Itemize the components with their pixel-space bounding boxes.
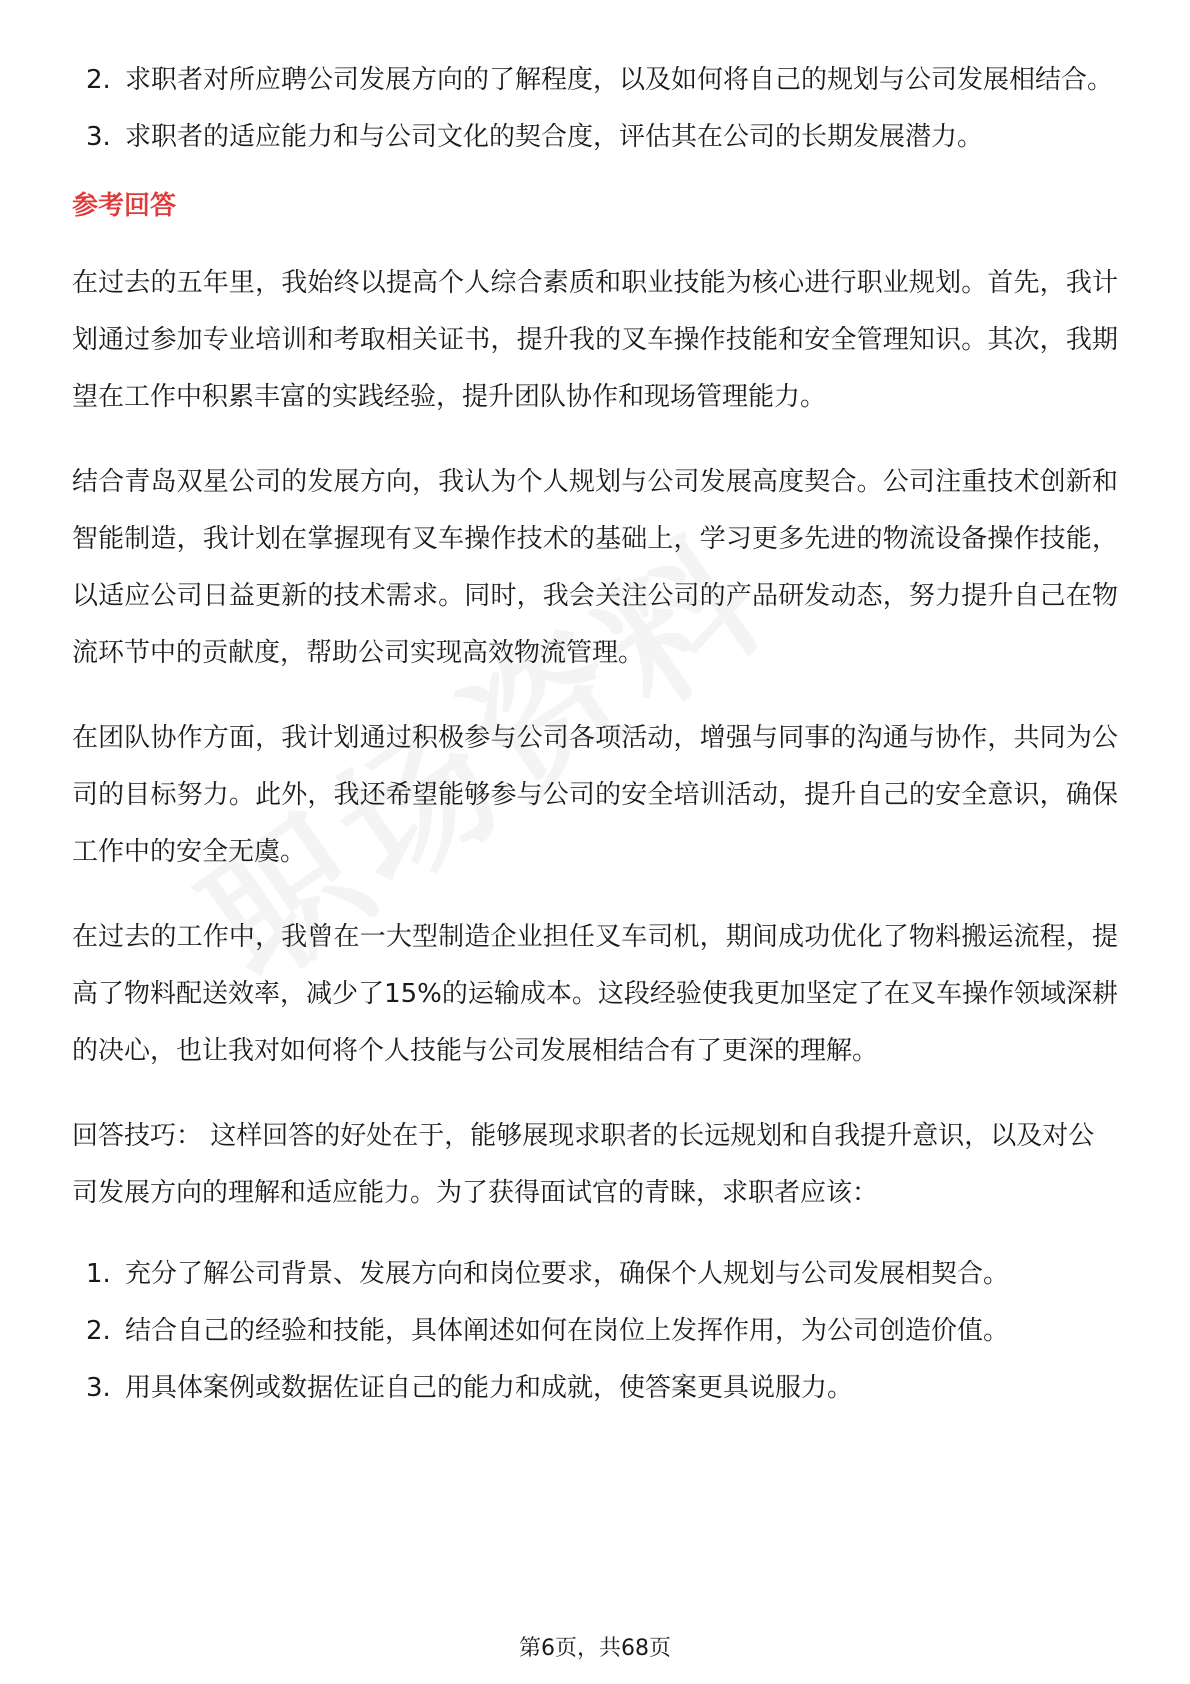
page-footer: 第6页，共68页 (519, 1636, 671, 1661)
page-content (72, 52, 1118, 1417)
list-number: 1. (86, 1259, 111, 1289)
list-item (72, 1246, 1118, 1303)
answer-paragraph: 在过去的工作中，我曾在一大型制造企业担任叉车司机，期间成功优化了物料搬运流程，提高了物料配送效率，减少了15%的运输成本。这段经验使我更加坚定了在叉车操作领域深耕的决心，也让我对如何将个人技能与公司发展相结合有了更深的理解。 (72, 922, 1118, 1066)
list-number: 3. (86, 122, 111, 152)
tips-paragraph: 回答技巧： 这样回答的好处在于，能够展现求职者的长远规划和自我提升意识，以及对公司发展方向的理解和适应能力。为了获得面试官的青睐，求职者应该： (72, 1121, 1095, 1208)
list-text: 用具体案例或数据佐证自己的能力和成就，使答案更具说服力。 (125, 1373, 854, 1403)
list-number: 3. (86, 1373, 111, 1403)
answer-paragraph: 在团队协作方面，我计划通过积极参与公司各项活动，增强与同事的沟通与协作，共同为公司的目标努力。此外，我还希望能够参与公司的安全培训活动，提升自己的安全意识，确保工作中的安全无虞。 (72, 723, 1118, 867)
list-text: 求职者的适应能力和与公司文化的契合度，评估其在公司的长期发展潜力。 (125, 122, 984, 152)
list-item (72, 109, 1118, 166)
answer-paragraph: 在过去的五年里，我始终以提高个人综合素质和职业技能为核心进行职业规划。首先，我计划通过参加专业培训和考取相关证书，提升我的叉车操作技能和安全管理知识。其次，我期望在工作中积累丰富的实践经验，提升团队协作和现场管理能力。 (72, 268, 1118, 412)
list-item (72, 1360, 1118, 1417)
list-text: 结合自己的经验和技能，具体阐述如何在岗位上发挥作用，为公司创造价值。 (125, 1316, 1010, 1346)
list-number: 2. (86, 1316, 111, 1346)
list-item (72, 52, 1118, 109)
list-text: 求职者对所应聘公司发展方向的了解程度，以及如何将自己的规划与公司发展相结合。 (125, 65, 1114, 95)
list-text: 充分了解公司背景、发展方向和岗位要求，确保个人规划与公司发展相契合。 (125, 1259, 1010, 1289)
tips-list (72, 1246, 1118, 1417)
intro-list (72, 52, 1118, 166)
section-title: 参考回答 (72, 191, 177, 221)
list-item (72, 1303, 1118, 1360)
list-number: 2. (86, 65, 111, 95)
answer-paragraph: 结合青岛双星公司的发展方向，我认为个人规划与公司发展高度契合。公司注重技术创新和智能制造，我计划在掌握现有叉车操作技术的基础上，学习更多先进的物流设备操作技能，以适应公司日益更新的技术需求。同时，我会关注公司的产品研发动态，努力提升自己在物流环节中的贡献度，帮助公司实现高效物流管理。 (72, 467, 1118, 668)
